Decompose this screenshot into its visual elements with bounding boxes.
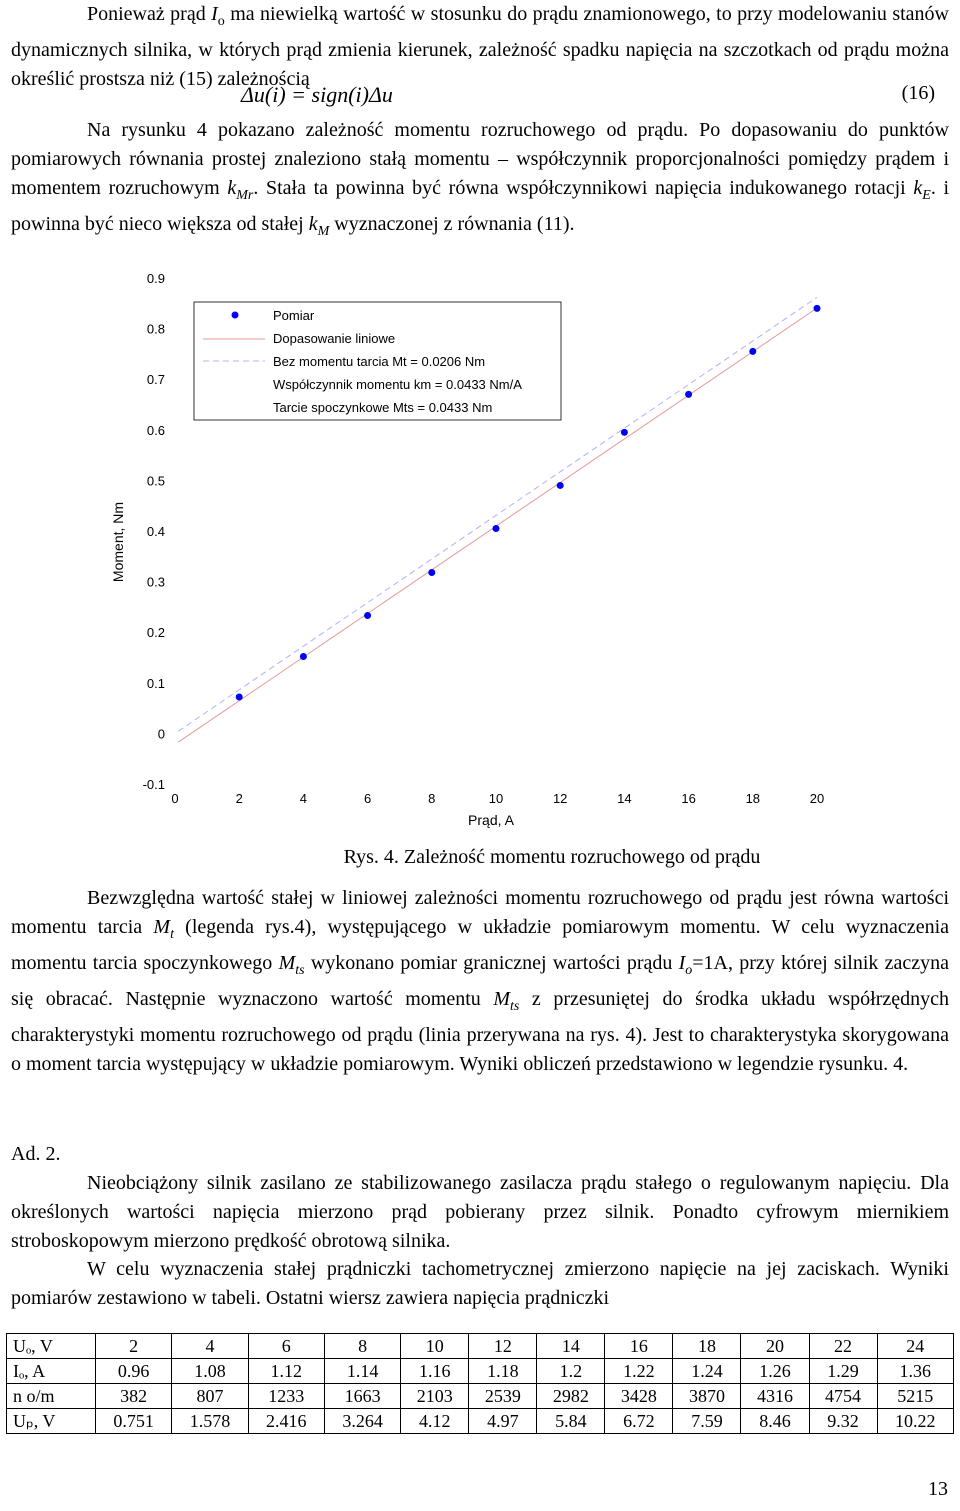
table-cell: 4754 <box>809 1384 877 1409</box>
paragraph-3: Bezwzględna wartość stałej w liniowej zależności momentu rozruchowego od prądu jest równa wartości momentu tarcia $M_t$ (legenda rys.4), występującego w układzie pomiarowym momentu. W celu wyznaczenia momentu tarcia spoczynkowego $M_{ts}$ wykonano pomiar granicznej wartości prądu $I_o=1A$, przy której silnik zaczyna się obracać. Następnie wyznaczono wartość momentu $M_{ts}$ z przesuniętej do środka układu współrzędnych charakterystyki momentu rozruchowego od prądu (linia przerywana na rys. 4). Jest to charakterystyka skorygowana o moment tarcia występujący w układzie pomiarowym. Wyniki obliczeń przedstawiono w legendzie rysunku. 4. <box>11 887 950 1075</box>
table-cell: 1.16 <box>401 1359 469 1384</box>
data-point <box>621 429 628 436</box>
equation-number: (16) <box>901 82 935 104</box>
table-cell: 20 <box>741 1334 809 1359</box>
x-tick-label: 10 <box>488 791 504 806</box>
y-tick-label: -0.1 <box>142 777 165 792</box>
table-cell: 4.97 <box>469 1409 537 1434</box>
table-row <box>7 1359 954 1384</box>
x-tick-label: 18 <box>745 791 761 806</box>
data-point <box>749 348 756 355</box>
table-cell: 22 <box>809 1334 877 1359</box>
y-tick-label: 0 <box>157 726 165 742</box>
y-tick-label: 0.2 <box>146 625 165 641</box>
data-point <box>300 653 307 660</box>
legend-marker-pomiar <box>232 312 239 319</box>
table-cell: 8.46 <box>741 1409 809 1434</box>
table-cell: 10 <box>401 1334 469 1359</box>
data-point <box>493 525 500 532</box>
table-row <box>7 1409 954 1434</box>
x-tick-label: 14 <box>617 791 632 806</box>
table-cell: 3870 <box>673 1384 741 1409</box>
table-cell: 18 <box>673 1334 741 1359</box>
table-cell: 8 <box>324 1334 400 1359</box>
table-cell: 7.59 <box>673 1409 741 1434</box>
data-point <box>557 482 564 489</box>
table-cell: 6.72 <box>605 1409 673 1434</box>
table-cell: 1.18 <box>469 1359 537 1384</box>
row-header: n o/m <box>7 1384 96 1409</box>
table-cell: 9.32 <box>809 1409 877 1434</box>
legend-entry-4: Tarcie spoczynkowe Mts = 0.0433 Nm <box>273 400 493 415</box>
legend-entry-0: Pomiar <box>273 308 315 323</box>
data-point <box>236 693 243 700</box>
y-axis-label: Moment, Nm <box>110 501 126 583</box>
x-tick-label: 2 <box>235 791 243 806</box>
table-cell: 1.22 <box>605 1359 673 1384</box>
table-cell: 1.08 <box>172 1359 248 1384</box>
table-cell: 3428 <box>605 1384 673 1409</box>
table-cell: 5215 <box>877 1384 953 1409</box>
table-row <box>7 1334 954 1359</box>
legend <box>194 302 561 420</box>
figure-caption: Rys. 4. Zależność momentu rozruchowego od prądu <box>343 846 761 868</box>
x-axis-label: Prąd, A <box>468 812 514 828</box>
table-cell: 1.12 <box>248 1359 324 1384</box>
table-cell: 1.14 <box>324 1359 400 1384</box>
section-heading-ad2: Ad. 2. <box>11 1143 61 1165</box>
x-tick-label: 6 <box>363 791 372 806</box>
table-cell: 24 <box>877 1334 953 1359</box>
table-cell: 382 <box>96 1384 172 1409</box>
table-cell: 1.29 <box>809 1359 877 1384</box>
table-cell: 1.24 <box>673 1359 741 1384</box>
equation-formula: Δu(i) = sign(i)Δu <box>241 82 393 107</box>
y-tick-label: 0.9 <box>146 271 165 286</box>
paragraph-2: Na rysunku 4 pokazano zależność momentu rozruchowego od prądu. Po dopasowaniu do punktów pomiarowych równania prostej znaleziono stałą momentu – współczynnik proporcjonalności pomiędzy prądem i momentem rozruchowym $k_{Mr}$. Stała ta powinna być równa współczynnikowi napięcia indukowanego rotacji $k_E$. i powinna być nieco większa od stałej $k_M$ wyznaczonej z równania (11). <box>11 119 949 239</box>
data-point <box>428 569 435 576</box>
table-cell: 1.578 <box>172 1409 248 1434</box>
row-header: Uₚ, V <box>7 1409 96 1434</box>
table-cell: 1.26 <box>741 1359 809 1384</box>
table-cell: 4316 <box>741 1384 809 1409</box>
x-tick-label: 16 <box>681 791 696 806</box>
y-tick-label: 0.7 <box>146 372 165 388</box>
x-tick-label: 20 <box>809 791 825 806</box>
x-tick-label: 8 <box>428 791 436 806</box>
table-cell: 1.36 <box>877 1359 953 1384</box>
data-point <box>364 612 371 619</box>
table-cell: 16 <box>605 1334 673 1359</box>
row-header: Iₒ, A <box>7 1359 96 1384</box>
table-cell: 5.84 <box>537 1409 605 1434</box>
y-tick-label: 0.1 <box>146 675 165 691</box>
table-cell: 2982 <box>537 1384 605 1409</box>
moment-current-chart <box>0 262 960 842</box>
table-cell: 2 <box>96 1334 172 1359</box>
table-cell: 6 <box>248 1334 324 1359</box>
legend-entry-1: Dopasowanie liniowe <box>273 331 396 346</box>
y-tick-label: 0.8 <box>146 321 165 337</box>
y-tick-label: 0.3 <box>146 574 165 590</box>
table-cell: 4.12 <box>401 1409 469 1434</box>
equation-16 <box>11 82 949 112</box>
table-cell: 4 <box>172 1334 248 1359</box>
paragraph-5: W celu wyznaczenia stałej prądniczki tachometrycznej zmierzono napięcie na jej zaciskach. Wyniki pomiarów zestawiono w tabeli. Ostatni wiersz zawiera napięcia prądniczki <box>11 1258 949 1309</box>
legend-entry-2: Bez momentu tarcia Mt = 0.0206 Nm <box>273 354 486 369</box>
row-header: Uₒ, V <box>7 1334 96 1359</box>
table-row <box>7 1384 954 1409</box>
legend-entry-3: Współczynnik momentu km = 0.0433 Nm/A <box>273 377 522 392</box>
data-point <box>685 391 692 398</box>
table-cell: 807 <box>172 1384 248 1409</box>
y-tick-label: 0.4 <box>146 524 165 539</box>
table-cell: 12 <box>469 1334 537 1359</box>
table-cell: 1233 <box>248 1384 324 1409</box>
page-number: 13 <box>928 1478 948 1500</box>
x-tick-label: 0 <box>171 791 179 806</box>
y-tick-labels <box>143 271 165 792</box>
data-point <box>814 305 821 312</box>
paragraph-1: Ponieważ prąd $I_o$ ma niewielką wartość w stosunku do prądu znamionowego, to przy modelowaniu stanów dynamicznych silnika, w których prąd zmienia kierunek, zależność spadku napięcia na szczotkach od prądu można określić prostsza niż (15) zależnością <box>11 3 949 90</box>
x-tick-label: 12 <box>552 791 568 806</box>
table-cell: 0.751 <box>96 1409 172 1434</box>
y-tick-label: 0.6 <box>146 422 165 438</box>
table-cell: 14 <box>537 1334 605 1359</box>
table-cell: 10.22 <box>877 1409 953 1434</box>
paragraph-4: Nieobciążony silnik zasilano ze stabilizowanego zasilacza prądu stałego o regulowanym napięciu. Dla określonych wartości napięcia mierzono prąd pobierany przez silnik. Ponadto cyfrowym miernikiem stroboskopowym mierzono prędkość obrotową silnika. <box>11 1172 949 1252</box>
table-cell: 2103 <box>401 1384 469 1409</box>
measurement-table <box>6 1333 954 1434</box>
table-cell: 3.264 <box>324 1409 400 1434</box>
table-cell: 2.416 <box>248 1409 324 1434</box>
x-tick-labels <box>171 791 824 806</box>
table-cell: 2539 <box>469 1384 537 1409</box>
y-tick-label: 0.5 <box>146 473 165 489</box>
table-cell: 1.2 <box>537 1359 605 1384</box>
table-cell: 0.96 <box>96 1359 172 1384</box>
x-tick-label: 4 <box>299 791 308 806</box>
table-cell: 1663 <box>324 1384 400 1409</box>
